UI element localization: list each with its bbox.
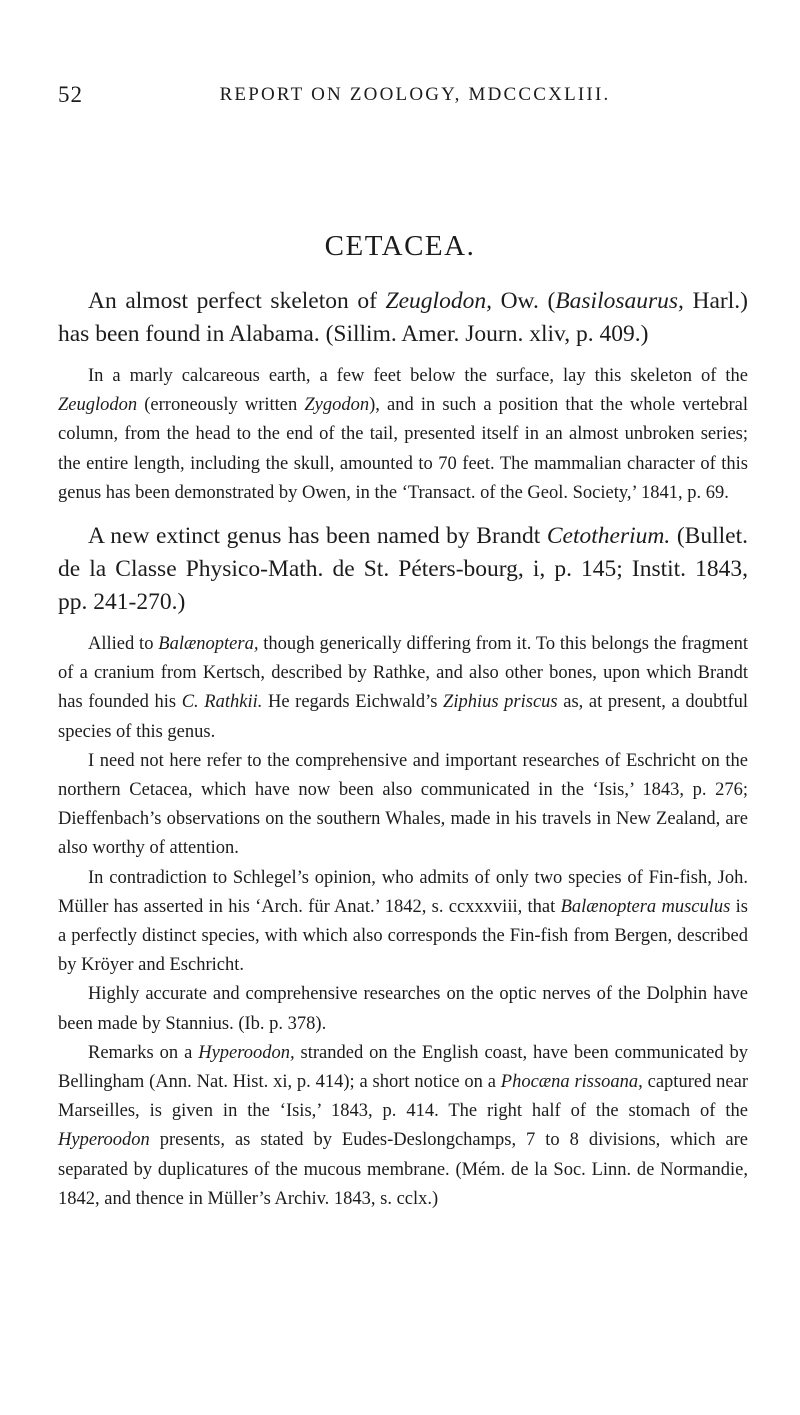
entry-cetotherium-paragraph: Allied to Balænoptera, though generically differing from it. To this belongs the fragment of a cranium from Kertsch, described by Rathke, and also other bones, upon which Brandt has founded his C. Rathkii. He regards Eichwald’s Ziphius priscus as, at present, a doubtful species of this genus. — [58, 634, 749, 742]
section-title: CETACEA. — [324, 230, 476, 262]
eschricht-paragraph: I need not here refer to the comprehensive and important researches of Eschricht on the northern Cetacea, which have now been also communicated in the ‘Isis,’ 1843, p. 276; Dieffenbach’s observations on the southern Whales, made in his travels in New Zealand, are also worthy of attention. — [58, 750, 748, 859]
hyperoodon-paragraph: Remarks on a Hyperoodon, stranded on the English coast, have been communicated by Bellingham (Ann. Nat. Hist. xi, p. 414); a short notice on a Phocæna rissoana, captured near Marseilles, is given in the ‘Isis,’ 1843, p. 414. The right half of the stomach of the Hyperoodon presents, as stated by Eudes-Deslongchamps, 7 to 8 divisions, which are separated by duplicatures of the mucous membrane. (Mém. de la Soc. Linn. de Normandie, 1842, and thence in Müller’s Archiv. 1843, s. cclx.) — [58, 1042, 748, 1209]
page-header — [58, 82, 742, 122]
page-number: 52 — [58, 82, 83, 107]
entry-zeuglodon-paragraph: In a marly calcareous earth, a few feet below the surface, lay this skeleton of the Zeuglodon (erroneously written Zygodon), and in such a position that the whole vertebral column, from the head to the end of the tail, presented itself in an almost unbroken series; the entire length, including the skull, amounted to 70 feet. The mammalian character of this genus has been demonstrated by Owen, in the ‘Transact. of the Geol. Society,’ 1841, p. 69. — [58, 366, 748, 503]
entry-zeuglodon-heading: An almost perfect skeleton of Zeuglodon, Ow. (Basilosaurus, Harl.) has been found in Alabama. (Sillim. Amer. Journ. xliv, p. 409.) — [58, 288, 748, 347]
fin-fish-paragraph: In contradiction to Schlegel’s opinion, who admits of only two species of Fin-fish, Joh. Müller has asserted in his ‘Arch. für Anat.’ 1842, s. ccxxxviii, that Balænoptera musculus is a perfectly distinct species, with which also corresponds the Fin-fish from Bergen, described by Kröyer and Eschricht. — [58, 867, 748, 976]
optic-nerves-paragraph: Highly accurate and comprehensive researches on the optic nerves of the Dolphin have been made by Stannius. (Ib. p. 378). — [58, 984, 748, 1034]
entry-cetotherium-heading: A new extinct genus has been named by Brandt Cetotherium. (Bullet. de la Classe Physico-Math. de St. Péters-bourg, i, p. 145; Instit. 1843, pp. 241-270.) — [58, 523, 748, 616]
body-text — [58, 285, 748, 1214]
running-head: REPORT ON ZOOLOGY, MDCCCXLIII. — [219, 84, 611, 105]
